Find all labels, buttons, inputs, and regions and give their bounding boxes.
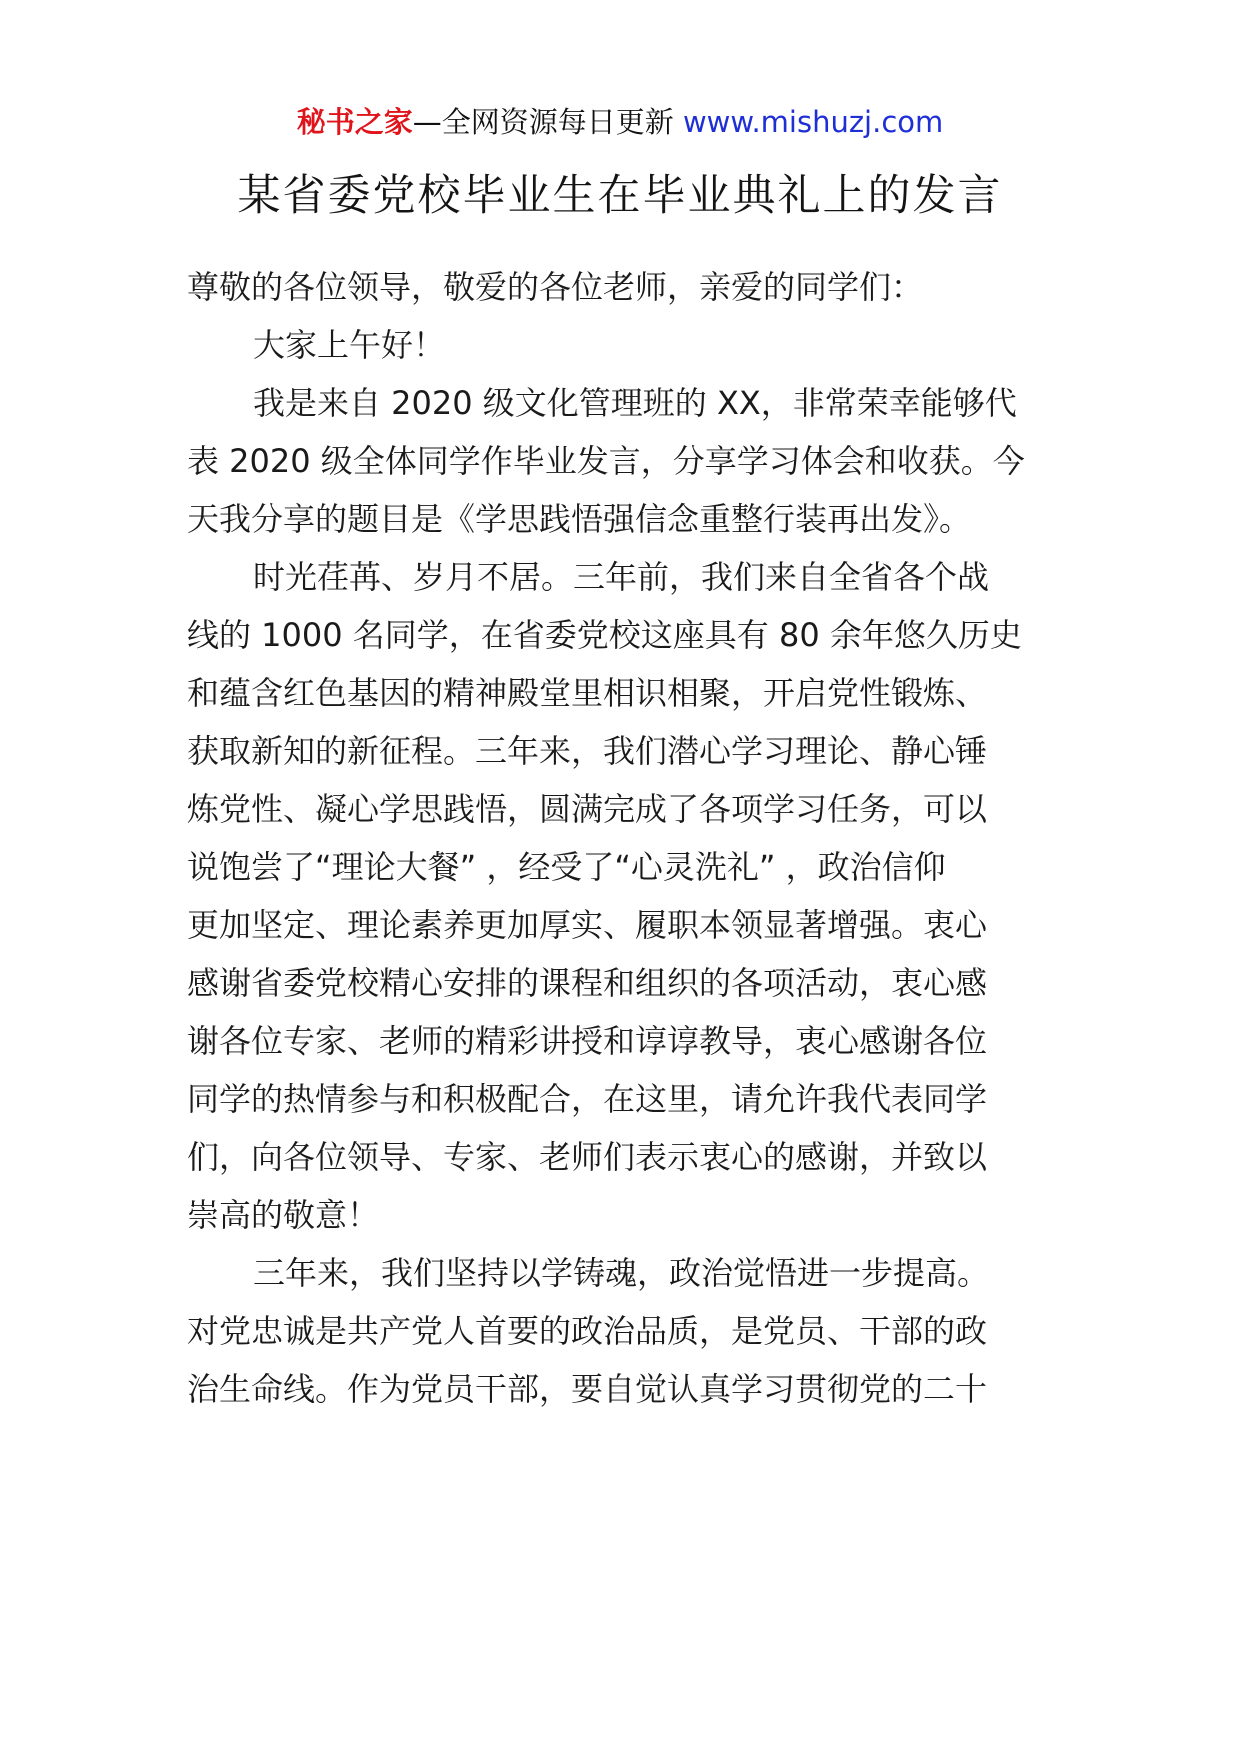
paragraph-line: 获取新知的新征程。三年来，我们潜心学习理论、静心锤 (187, 732, 988, 770)
greeting-line: 大家上午好！ (253, 326, 446, 364)
paragraph-line: 说饱尝了“理论大餐” ，经受了“心灵洗礼” ，政治信仰 (187, 848, 946, 886)
paragraph-line: 同学的热情参与和积极配合，在这里，请允许我代表同学 (187, 1080, 988, 1118)
site-url-link[interactable]: www.mishuzj.com (682, 105, 944, 139)
paragraph-line: 崇高的敬意！ (187, 1196, 380, 1234)
paragraph-line: 和蕴含红色基因的精神殿堂里相识相聚，开启党性锻炼、 (187, 674, 988, 712)
site-header (0, 100, 1240, 144)
paragraph-line: 治生命线。作为党员干部，要自觉认真学习贯彻党的二十 (187, 1370, 988, 1408)
paragraph-line: 谢各位专家、老师的精彩讲授和谆谆教导，衷心感谢各位 (187, 1022, 988, 1060)
paragraph-line: 时光荏苒、岁月不居。三年前，我们来自全省各个战 (253, 558, 990, 596)
paragraph-line: 线的 1000 名同学，在省委党校这座具有 80 余年悠久历史 (187, 616, 1022, 654)
brand-name: 秘书之家 (296, 105, 413, 139)
paragraph-line: 我是来自 2020 级文化管理班的 XX，非常荣幸能够代 (253, 384, 1017, 422)
paragraph-line: 们，向各位领导、专家、老师们表示衷心的感谢，并致以 (187, 1138, 988, 1176)
paragraph-line: 天我分享的题目是《学思践悟强信念重整行装再出发》。 (187, 500, 972, 538)
paragraph-line: 表 2020 级全体同学作毕业发言，分享学习体会和收获。今 (187, 442, 1025, 480)
paragraph-line: 三年来，我们坚持以学铸魂，政治觉悟进一步提高。 (253, 1254, 990, 1292)
paragraph-line: 炼党性、凝心学思践悟，圆满完成了各项学习任务，可以 (187, 790, 988, 828)
paragraph-line: 感谢省委党校精心安排的课程和组织的各项活动，衷心感 (187, 964, 988, 1002)
header-tagline: —全网资源每日更新 (412, 105, 683, 139)
paragraph-line: 更加坚定、理论素养更加厚实、履职本领显著增强。衷心 (187, 906, 988, 944)
document-title: 某省委党校毕业生在毕业典礼上的发言 (237, 171, 1003, 221)
salutation-line: 尊敬的各位领导，敬爱的各位老师，亲爱的同学们： (187, 268, 924, 306)
paragraph-line: 对党忠诚是共产党人首要的政治品质，是党员、干部的政 (187, 1312, 988, 1350)
